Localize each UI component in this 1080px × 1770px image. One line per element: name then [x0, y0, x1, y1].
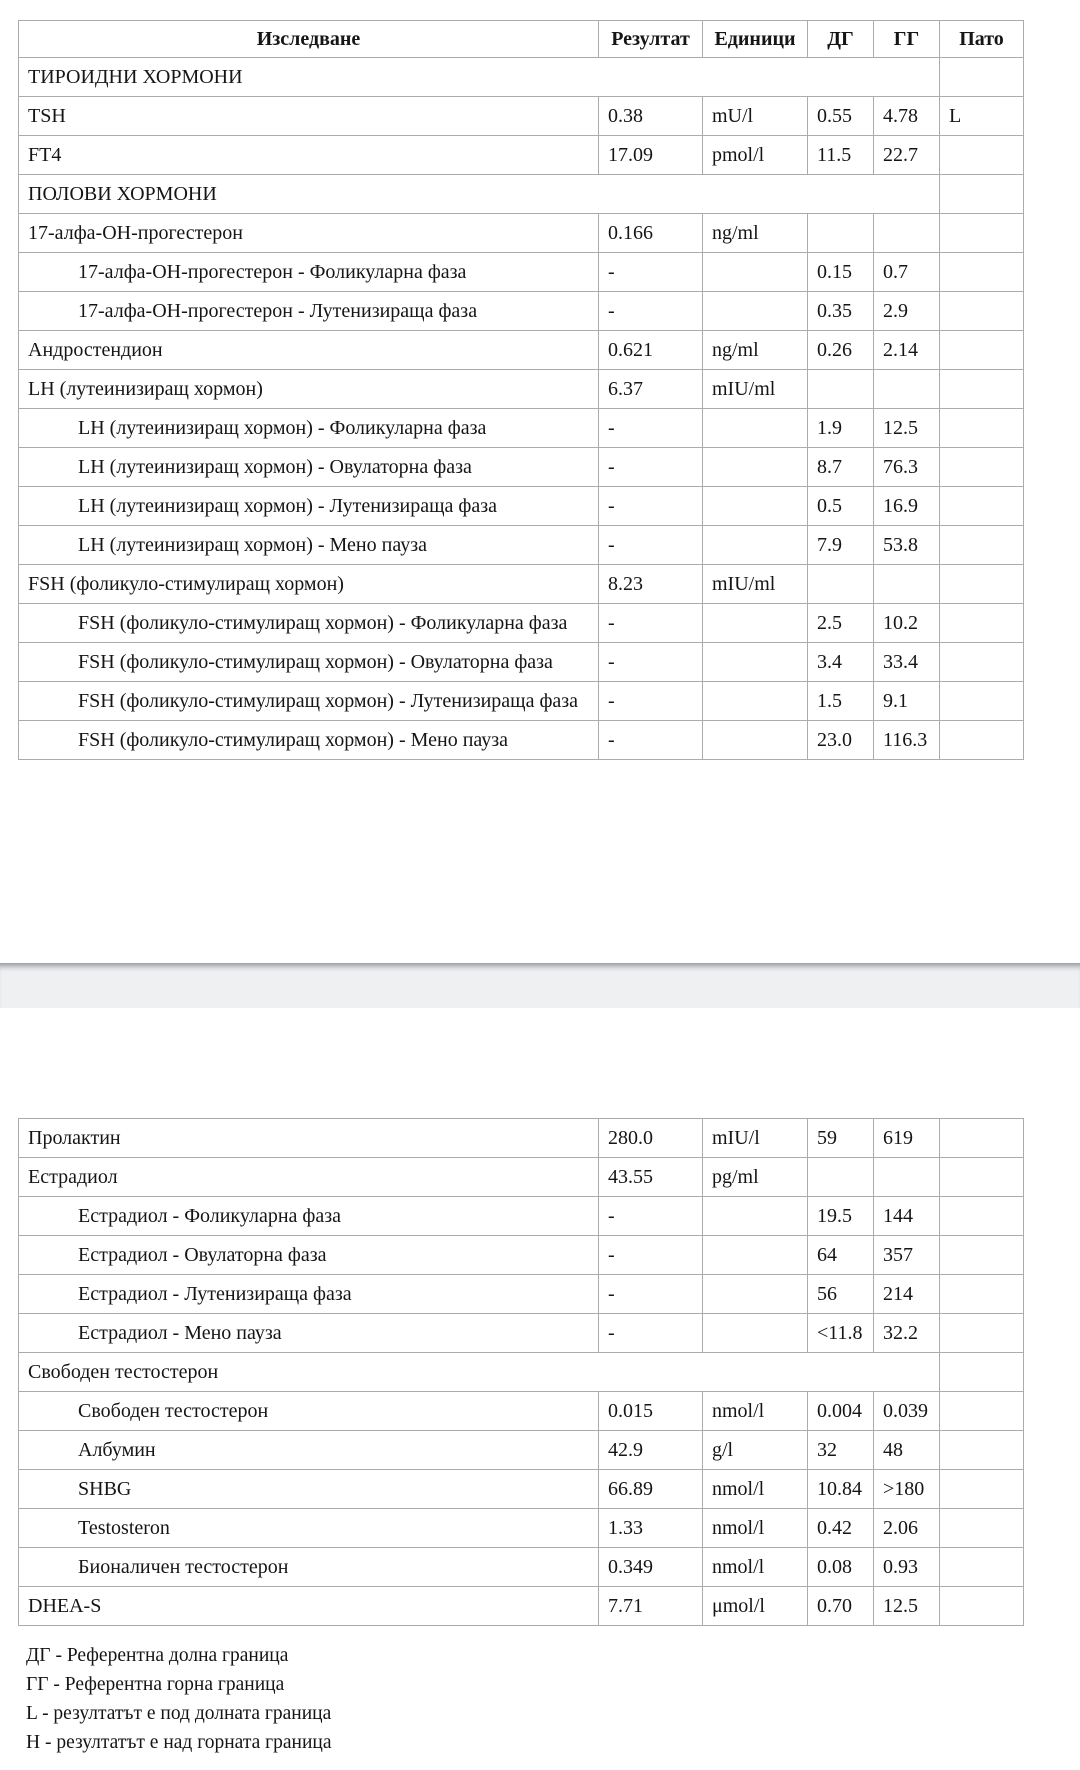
group-title-cell: Свободен тестостерон [19, 1353, 940, 1392]
subtest-row [19, 643, 1024, 682]
col-header-result: Резултат [599, 21, 703, 58]
subtest-row [19, 526, 1024, 565]
high-limit-cell: 16.9 [874, 487, 940, 526]
units-cell [703, 292, 808, 331]
test-name-cell: Свободен тестостерон [19, 1392, 599, 1431]
result-cell: - [599, 487, 703, 526]
subtest-row [19, 487, 1024, 526]
patho-cell [940, 721, 1024, 760]
units-cell [703, 487, 808, 526]
subtest-row [19, 721, 1024, 760]
subtest-row [19, 1548, 1024, 1587]
patho-cell [940, 175, 1024, 214]
patho-cell [940, 292, 1024, 331]
patho-cell [940, 331, 1024, 370]
test-name-cell: FSH (фоликуло-стимулиращ хормон) [19, 565, 599, 604]
high-limit-cell: 0.93 [874, 1548, 940, 1587]
patho-cell [940, 1197, 1024, 1236]
result-cell: 0.621 [599, 331, 703, 370]
section-row [19, 175, 1024, 214]
patho-cell [940, 526, 1024, 565]
result-cell: 0.349 [599, 1548, 703, 1587]
high-limit-cell: 0.039 [874, 1392, 940, 1431]
test-row [19, 1158, 1024, 1197]
col-header-test: Изследване [19, 21, 599, 58]
patho-cell [940, 1431, 1024, 1470]
group-row [19, 1353, 1024, 1392]
test-name-cell: Албумин [19, 1431, 599, 1470]
test-name-cell: 17-алфа-ОН-прогестерон [19, 214, 599, 253]
low-limit-cell: 32 [808, 1431, 874, 1470]
section-title-cell: ТИРОИДНИ ХОРМОНИ [19, 58, 940, 97]
low-limit-cell [808, 214, 874, 253]
patho-cell [940, 409, 1024, 448]
test-name-cell: Естрадиол - Лутенизираща фаза [19, 1275, 599, 1314]
low-limit-cell: 1.9 [808, 409, 874, 448]
high-limit-cell: 32.2 [874, 1314, 940, 1353]
units-cell [703, 682, 808, 721]
result-cell: - [599, 604, 703, 643]
subtest-row [19, 1392, 1024, 1431]
test-row [19, 1119, 1024, 1158]
high-limit-cell: 0.7 [874, 253, 940, 292]
units-cell [703, 1275, 808, 1314]
high-limit-cell: 116.3 [874, 721, 940, 760]
units-cell: ng/ml [703, 214, 808, 253]
result-cell: - [599, 526, 703, 565]
result-cell: 1.33 [599, 1509, 703, 1548]
patho-cell [940, 1158, 1024, 1197]
col-header-units: Единици [703, 21, 808, 58]
subtest-row [19, 409, 1024, 448]
result-cell: - [599, 1236, 703, 1275]
result-cell: - [599, 682, 703, 721]
units-cell [703, 1236, 808, 1275]
high-limit-cell: 12.5 [874, 409, 940, 448]
test-row [19, 331, 1024, 370]
low-limit-cell: <11.8 [808, 1314, 874, 1353]
test-name-cell: Естрадиол - Фоликуларна фаза [19, 1197, 599, 1236]
test-row [19, 136, 1024, 175]
patho-cell: L [940, 97, 1024, 136]
test-name-cell: FSH (фоликуло-стимулиращ хормон) - Овулаторна фаза [19, 643, 599, 682]
patho-cell [940, 370, 1024, 409]
units-cell [703, 721, 808, 760]
patho-cell [940, 682, 1024, 721]
results-table-page-2 [18, 1118, 1024, 1626]
test-name-cell: FSH (фоликуло-стимулиращ хормон) - Мено пауза [19, 721, 599, 760]
high-limit-cell: 2.06 [874, 1509, 940, 1548]
subtest-row [19, 1275, 1024, 1314]
low-limit-cell [808, 370, 874, 409]
patho-cell [940, 604, 1024, 643]
subtest-row [19, 1236, 1024, 1275]
result-cell: 43.55 [599, 1158, 703, 1197]
legend [26, 1641, 331, 1757]
units-cell: mIU/ml [703, 370, 808, 409]
test-name-cell: Естрадиол [19, 1158, 599, 1197]
low-limit-cell: 10.84 [808, 1470, 874, 1509]
high-limit-cell: 357 [874, 1236, 940, 1275]
result-cell: - [599, 721, 703, 760]
result-cell: 0.38 [599, 97, 703, 136]
patho-cell [940, 1392, 1024, 1431]
section-title-cell: ПОЛОВИ ХОРМОНИ [19, 175, 940, 214]
high-limit-cell: 4.78 [874, 97, 940, 136]
patho-cell [940, 448, 1024, 487]
result-cell: 0.166 [599, 214, 703, 253]
test-name-cell: DHEA-S [19, 1587, 599, 1626]
test-name-cell: LH (лутеинизиращ хормон) - Лутенизираща фаза [19, 487, 599, 526]
high-limit-cell: 10.2 [874, 604, 940, 643]
result-cell: 17.09 [599, 136, 703, 175]
patho-cell [940, 1509, 1024, 1548]
low-limit-cell: 0.42 [808, 1509, 874, 1548]
test-name-cell: LH (лутеинизиращ хормон) - Мено пауза [19, 526, 599, 565]
low-limit-cell: 11.5 [808, 136, 874, 175]
high-limit-cell: 12.5 [874, 1587, 940, 1626]
high-limit-cell: 76.3 [874, 448, 940, 487]
units-cell [703, 526, 808, 565]
test-name-cell: FT4 [19, 136, 599, 175]
low-limit-cell: 2.5 [808, 604, 874, 643]
subtest-row [19, 1197, 1024, 1236]
subtest-row [19, 682, 1024, 721]
test-name-cell: Андростендион [19, 331, 599, 370]
high-limit-cell [874, 565, 940, 604]
subtest-row [19, 1509, 1024, 1548]
units-cell: mU/l [703, 97, 808, 136]
test-name-cell: 17-алфа-ОН-прогестерон - Фоликуларна фаза [19, 253, 599, 292]
subtest-row [19, 448, 1024, 487]
patho-cell [940, 1314, 1024, 1353]
low-limit-cell [808, 565, 874, 604]
test-row [19, 97, 1024, 136]
units-cell: pg/ml [703, 1158, 808, 1197]
high-limit-cell: >180 [874, 1470, 940, 1509]
test-name-cell: FSH (фоликуло-стимулиращ хормон) - Фоликуларна фаза [19, 604, 599, 643]
subtest-row [19, 604, 1024, 643]
patho-cell [940, 136, 1024, 175]
patho-cell [940, 1275, 1024, 1314]
result-cell: 280.0 [599, 1119, 703, 1158]
test-name-cell: LH (лутеинизиращ хормон) - Овулаторна фаза [19, 448, 599, 487]
result-cell: - [599, 448, 703, 487]
high-limit-cell: 53.8 [874, 526, 940, 565]
patho-cell [940, 214, 1024, 253]
test-name-cell: Естрадиол - Овулаторна фаза [19, 1236, 599, 1275]
high-limit-cell: 33.4 [874, 643, 940, 682]
legend-line: L - резултатът е под долната граница [26, 1703, 332, 1724]
patho-cell [940, 643, 1024, 682]
result-cell: 42.9 [599, 1431, 703, 1470]
high-limit-cell: 48 [874, 1431, 940, 1470]
low-limit-cell: 7.9 [808, 526, 874, 565]
low-limit-cell [808, 1158, 874, 1197]
patho-cell [940, 1587, 1024, 1626]
header-row [19, 21, 1024, 58]
high-limit-cell: 2.9 [874, 292, 940, 331]
units-cell: nmol/l [703, 1392, 808, 1431]
high-limit-cell: 2.14 [874, 331, 940, 370]
result-cell: 8.23 [599, 565, 703, 604]
units-cell: nmol/l [703, 1548, 808, 1587]
low-limit-cell: 19.5 [808, 1197, 874, 1236]
col-header-patho: Пато [940, 21, 1024, 58]
high-limit-cell: 9.1 [874, 682, 940, 721]
high-limit-cell: 619 [874, 1119, 940, 1158]
test-name-cell: Естрадиол - Мено пауза [19, 1314, 599, 1353]
units-cell: mIU/ml [703, 565, 808, 604]
units-cell: nmol/l [703, 1470, 808, 1509]
col-header-high-limit: ГГ [874, 21, 940, 58]
result-cell: - [599, 1275, 703, 1314]
units-cell [703, 409, 808, 448]
patho-cell [940, 487, 1024, 526]
test-name-cell: LH (лутеинизиращ хормон) - Фоликуларна фаза [19, 409, 599, 448]
result-cell: - [599, 643, 703, 682]
result-cell: 7.71 [599, 1587, 703, 1626]
patho-cell [940, 58, 1024, 97]
legend-line: ГГ - Референтна горна граница [26, 1674, 285, 1695]
test-name-cell: Testosteron [19, 1509, 599, 1548]
col-header-low-limit: ДГ [808, 21, 874, 58]
low-limit-cell: 8.7 [808, 448, 874, 487]
test-name-cell: 17-алфа-ОН-прогестерон - Лутенизираща фаза [19, 292, 599, 331]
result-cell: - [599, 409, 703, 448]
low-limit-cell: 3.4 [808, 643, 874, 682]
subtest-row [19, 1431, 1024, 1470]
legend-line: ДГ - Референтна долна граница [26, 1645, 289, 1666]
low-limit-cell: 0.5 [808, 487, 874, 526]
test-name-cell: LH (лутеинизиращ хормон) [19, 370, 599, 409]
units-cell: pmol/l [703, 136, 808, 175]
patho-cell [940, 565, 1024, 604]
units-cell [703, 253, 808, 292]
result-cell: 0.015 [599, 1392, 703, 1431]
units-cell [703, 448, 808, 487]
subtest-row [19, 292, 1024, 331]
high-limit-cell [874, 1158, 940, 1197]
low-limit-cell: 1.5 [808, 682, 874, 721]
low-limit-cell: 0.15 [808, 253, 874, 292]
low-limit-cell: 0.55 [808, 97, 874, 136]
patho-cell [940, 253, 1024, 292]
legend-line: H - резултатът е над горната граница [26, 1732, 332, 1753]
low-limit-cell: 56 [808, 1275, 874, 1314]
units-cell: μmol/l [703, 1587, 808, 1626]
subtest-row [19, 1314, 1024, 1353]
low-limit-cell: 64 [808, 1236, 874, 1275]
units-cell: nmol/l [703, 1509, 808, 1548]
low-limit-cell: 0.70 [808, 1587, 874, 1626]
results-table-page-1 [18, 20, 1024, 760]
test-name-cell: Пролактин [19, 1119, 599, 1158]
patho-cell [940, 1119, 1024, 1158]
subtest-row [19, 1470, 1024, 1509]
high-limit-cell [874, 214, 940, 253]
test-row [19, 214, 1024, 253]
test-name-cell: SHBG [19, 1470, 599, 1509]
units-cell [703, 1314, 808, 1353]
low-limit-cell: 0.08 [808, 1548, 874, 1587]
test-row [19, 370, 1024, 409]
subtest-row [19, 253, 1024, 292]
test-name-cell: TSH [19, 97, 599, 136]
patho-cell [940, 1470, 1024, 1509]
result-cell: - [599, 253, 703, 292]
test-row [19, 565, 1024, 604]
high-limit-cell: 214 [874, 1275, 940, 1314]
result-cell: - [599, 1197, 703, 1236]
result-cell: 66.89 [599, 1470, 703, 1509]
result-cell: - [599, 1314, 703, 1353]
units-cell: ng/ml [703, 331, 808, 370]
units-cell [703, 643, 808, 682]
test-row [19, 1587, 1024, 1626]
units-cell: g/l [703, 1431, 808, 1470]
result-cell: 6.37 [599, 370, 703, 409]
low-limit-cell: 23.0 [808, 721, 874, 760]
low-limit-cell: 59 [808, 1119, 874, 1158]
low-limit-cell: 0.004 [808, 1392, 874, 1431]
high-limit-cell: 144 [874, 1197, 940, 1236]
high-limit-cell: 22.7 [874, 136, 940, 175]
test-name-cell: Бионаличен тестостерон [19, 1548, 599, 1587]
patho-cell [940, 1548, 1024, 1587]
page-break-separator [0, 963, 1080, 1008]
test-name-cell: FSH (фоликуло-стимулиращ хормон) - Лутенизираща фаза [19, 682, 599, 721]
low-limit-cell: 0.35 [808, 292, 874, 331]
units-cell [703, 604, 808, 643]
units-cell: mIU/l [703, 1119, 808, 1158]
patho-cell [940, 1353, 1024, 1392]
units-cell [703, 1197, 808, 1236]
section-row [19, 58, 1024, 97]
low-limit-cell: 0.26 [808, 331, 874, 370]
high-limit-cell [874, 370, 940, 409]
patho-cell [940, 1236, 1024, 1275]
result-cell: - [599, 292, 703, 331]
